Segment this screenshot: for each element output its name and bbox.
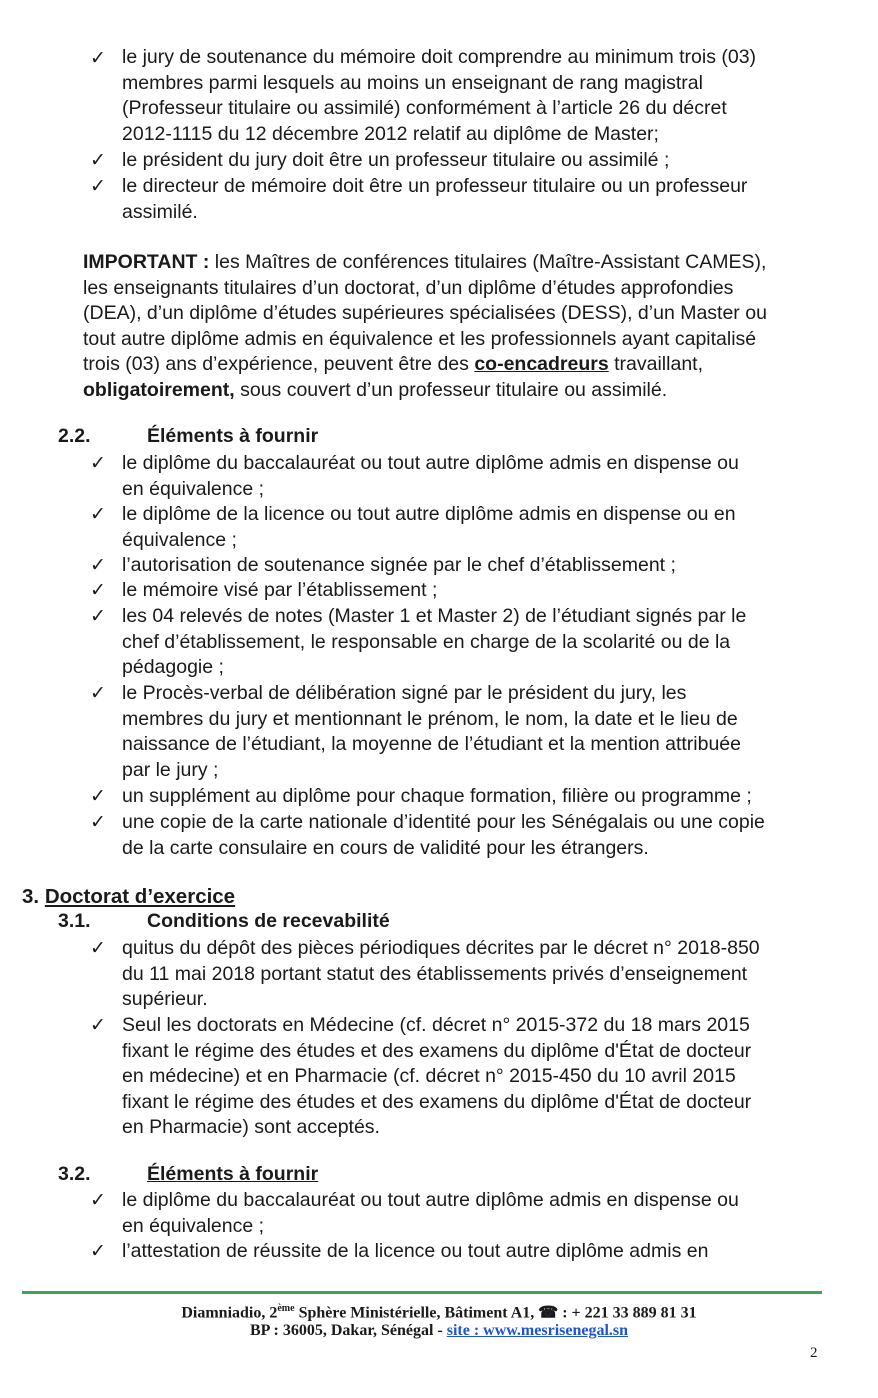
section-number: 2.2. [58,425,91,447]
list-item: le directeur de mémoire doit être un professeur titulaire ou un professeur assimilé. [122,175,748,223]
important-note: IMPORTANT : les Maîtres de conférences titulaires (Maître-Assistant CAMES), les enseignants titulaires d’un doctorat, d’un diplôme d’études approfondies (DEA), d’un diplôme d’études supérieures spécialisées (DESS), d’un Master ou tout autre diplôme admis en équivalence et les professionnels ayant capitalisé trois (03) ans d’expérience, peuvent être des co-encadreurs travaillant, obligatoirement, sous couvert d’un professeur titulaire ou assimilé. [83,251,767,401]
footer-address-line: Diamniadio, 2ème Sphère Ministérielle, Bâtiment A1, ☎ : + 221 33 889 81 31 [181,1303,697,1322]
section-heading: Éléments à fournir [147,1163,319,1185]
checkmark-icon: ✓ [90,606,106,627]
section-heading: Éléments à fournir [147,425,319,447]
co-encadreurs-term: co-encadreurs [474,353,609,375]
list-item: Seul les doctorats en Médecine (cf. décret n° 2015-372 du 18 mars 2015 fixant le régime des études et des examens du diplôme d'État de docteur en médecine) et en Pharmacie (cf. décret n° 2015-450 du 10 avril 2015 fixant le régime des études et des examens du diplôme d'État de docteur en Pharmacie) sont acceptés. [122,1014,752,1138]
checkmark-icon: ✓ [90,453,106,474]
checkmark-icon: ✓ [90,555,106,576]
checkmark-icon: ✓ [90,504,106,525]
list-item: un supplément au diplôme pour chaque formation, filière ou programme ; [122,785,752,807]
list-item: le diplôme du baccalauréat ou tout autre diplôme admis en dispense ou en équivalence ; [122,1189,739,1237]
checkmark-icon: ✓ [90,1190,106,1211]
checkmark-icon: ✓ [90,580,106,601]
section-number: 3.1. [58,910,91,932]
list-item: l’autorisation de soutenance signée par le chef d’établissement ; [122,554,676,576]
list-item: l’attestation de réussite de la licence ou tout autre diplôme admis en [122,1240,709,1262]
checkmark-icon: ✓ [90,938,106,959]
checkmark-icon: ✓ [90,812,106,833]
checkmark-icon: ✓ [90,683,106,704]
list-item: le Procès-verbal de délibération signé par le président du jury, les membres du jury et mentionnant le prénom, le nom, la date et le lieu de naissance de l’étudiant, la moyenne de l’étudiant et la mention attribuée par le jury ; [122,682,741,781]
list-item: le diplôme du baccalauréat ou tout autre diplôme admis en dispense ou en équivalence ; [122,452,739,500]
section-number: 3.2. [58,1163,91,1185]
list-item: le président du jury doit être un professeur titulaire ou assimilé ; [122,149,670,171]
list-item: le jury de soutenance du mémoire doit comprendre au minimum trois (03) membres parmi lesquels au moins un enseignant de rang magistral (Professeur titulaire ou assimilé) conformément à l’article 26 du décret 2012-1115 du 12 décembre 2012 relatif au diplôme de Master; [122,46,757,145]
important-label: IMPORTANT : [83,251,210,273]
list-item: une copie de la carte nationale d’identité pour les Sénégalais ou une copie de la carte consulaire en cours de validité pour les étrangers. [122,811,765,859]
footer-divider [22,1291,822,1294]
checkmark-icon: ✓ [90,176,106,197]
section-3-heading: 3. Doctorat d’exercice [22,885,236,908]
checkmark-icon: ✓ [90,786,106,807]
section-heading: Conditions de recevabilité [147,910,390,932]
list-item: le diplôme de la licence ou tout autre diplôme admis en dispense ou en équivalence ; [122,503,736,551]
list-item: le mémoire visé par l’établissement ; [122,579,438,601]
phone-icon: ☎ [538,1304,559,1322]
checkmark-icon: ✓ [90,1015,106,1036]
website-link[interactable]: site : www.mesrisenegal.sn [446,1322,629,1339]
page-number: 2 [810,1345,818,1361]
checkmark-icon: ✓ [90,150,106,171]
checkmark-icon: ✓ [90,48,106,69]
list-item: les 04 relevés de notes (Master 1 et Master 2) de l’étudiant signés par le chef d’établissement, le responsable en charge de la scolarité ou de la pédagogie ; [122,605,747,678]
list-item: quitus du dépôt des pièces périodiques décrites par le décret n° 2018-850 du 11 mai 2018 portant statut des établissements privés d’enseignement supérieur. [122,937,760,1010]
footer-contact-line: BP : 36005, Dakar, Sénégal - site : www.mesrisenegal.sn [249,1322,629,1339]
checkmark-icon: ✓ [90,1241,106,1262]
